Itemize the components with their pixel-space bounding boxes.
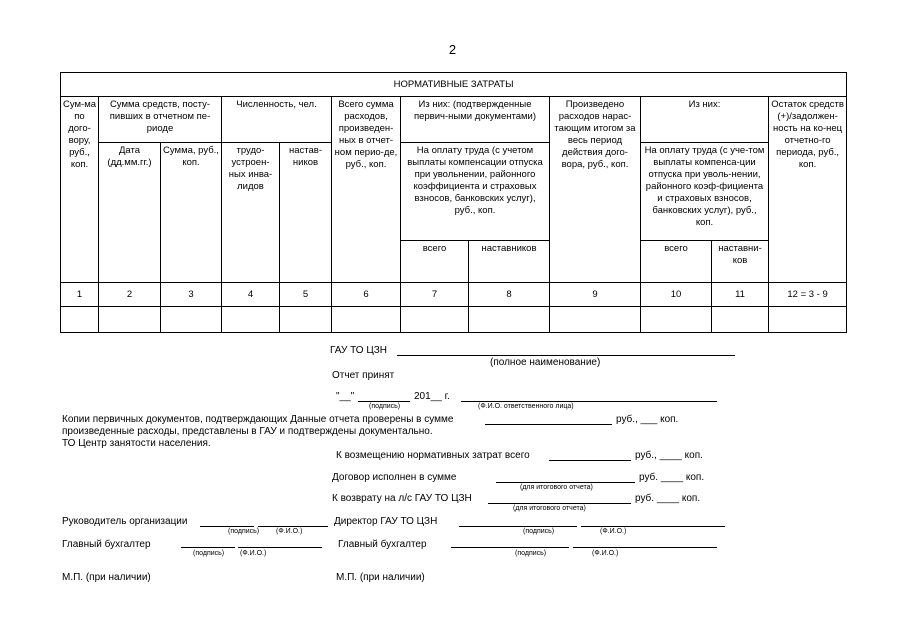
date-month-line[interactable] <box>358 401 410 402</box>
col-num: 3 <box>161 283 222 307</box>
header-payroll: На оплату труда (с уче-том выплаты компенса-ции отпуска при уволь-нении, районного коэф-фициента и страховых взносов, банковских услуг), руб., коп. <box>641 143 769 241</box>
chief-acc-left-signature-hint: (подпись) <box>193 550 225 557</box>
header-of-which-confirmed: Из них: (подтвержденные первич-ными документами) <box>401 97 550 143</box>
copies-text-line2: произведенные расходы, представлены в ГАУ и подтверждены документально. <box>62 426 433 437</box>
gau-label: ГАУ ТО ЦЗН <box>330 345 387 356</box>
full-name-hint: (полное наименование) <box>490 357 601 368</box>
table-title: НОРМАТИВНЫЕ ЗАТРАТЫ <box>61 73 847 97</box>
normative-costs-table <box>60 72 847 333</box>
header-income-sum: Сумма, руб., коп. <box>161 143 222 283</box>
header-of-which: Из них: <box>641 97 769 143</box>
signature-fio-line[interactable] <box>461 401 717 402</box>
data-cell[interactable] <box>332 307 401 333</box>
rub-kop-4: руб. ____ коп. <box>635 493 701 504</box>
column-numbers-row <box>61 283 847 307</box>
org-head-fio-hint: (Ф.И.О.) <box>276 528 303 535</box>
header-income: Сумма средств, посту-пивших в отчетном пе-риоде <box>99 97 222 143</box>
table-data-row <box>61 307 847 333</box>
data-cell[interactable] <box>550 307 641 333</box>
director-fio-line[interactable] <box>581 526 725 527</box>
stamp-left: М.П. (при наличии) <box>62 572 151 583</box>
chief-acc-right-signature-hint: (подпись) <box>515 550 547 557</box>
data-cell[interactable] <box>99 307 161 333</box>
date-day: "__" <box>336 391 355 402</box>
reimburse-sum-line[interactable] <box>549 460 631 461</box>
data-cell[interactable] <box>161 307 222 333</box>
contract-sum-line[interactable] <box>496 482 635 483</box>
org-head-signature-hint: (подпись) <box>228 528 260 535</box>
header-contract-sum: Сум-ма по дого-вору, руб., коп. <box>61 97 99 283</box>
chief-acc-left-signature-line[interactable] <box>181 547 235 548</box>
fio-responsible-hint: (Ф.И.О. ответственного лица) <box>478 403 574 410</box>
chief-acc-right-fio-hint: (Ф.И.О.) <box>592 550 619 557</box>
director-fio-hint: (Ф.И.О.) <box>600 528 627 535</box>
header-total-expenses: Всего сумма расходов, произведен-ных в отчет-ном перио-де, руб., коп. <box>332 97 401 283</box>
org-head-signature-line[interactable] <box>200 526 254 527</box>
header-income-date: Дата (дд.мм.гг.) <box>99 143 161 283</box>
col-num: 8 <box>469 283 550 307</box>
col-num: 6 <box>332 283 401 307</box>
data-cell[interactable] <box>641 307 712 333</box>
gau-name-line[interactable] <box>397 355 735 356</box>
header-cumulative-expenses: Произведено расходов нарас-тающим итогом за весь период действия дого-вора, руб., коп. <box>550 97 641 283</box>
chief-acc-right-fio-line[interactable] <box>573 547 717 548</box>
director-signature-hint: (подпись) <box>523 528 555 535</box>
chief-accountant-label-right: Главный бухгалтер <box>338 539 427 550</box>
col-num: 11 <box>712 283 769 307</box>
col-num: 5 <box>280 283 332 307</box>
header-mentors-2: наставни-ков <box>712 241 769 283</box>
header-all-1: всего <box>401 241 469 283</box>
data-cell[interactable] <box>280 307 332 333</box>
header-all-2: всего <box>641 241 712 283</box>
col-num: 10 <box>641 283 712 307</box>
data-cell[interactable] <box>401 307 469 333</box>
director-label: Директор ГАУ ТО ЦЗН <box>334 516 438 527</box>
date-year: 201__ г. <box>414 391 450 402</box>
org-head-label: Руководитель организации <box>62 516 188 527</box>
rub-kop-1: руб., ___ коп. <box>616 414 679 425</box>
chief-acc-right-signature-line[interactable] <box>451 547 569 548</box>
col-num: 9 <box>550 283 641 307</box>
header-balance: Остаток средств (+)/задолжен-ность на ко-нец отчетно-го периода, руб., коп. <box>769 97 847 283</box>
chief-acc-left-fio-line[interactable] <box>238 547 322 548</box>
director-signature-line[interactable] <box>459 526 577 527</box>
total-report-hint-1: (для итогового отчета) <box>520 484 593 491</box>
col-num: 7 <box>401 283 469 307</box>
header-payroll-confirmed: На оплату труда (с учетом выплаты компенсации отпуска при увольнении, районного коэффициента и страховых взносов, банковских услуг), руб., коп. <box>401 143 550 241</box>
signature-hint: (подпись) <box>369 403 401 410</box>
copies-text-line1: Копии первичных документов, подтверждающих Данные отчета проверены в сумме <box>62 414 454 425</box>
rub-kop-2: руб., ____ коп. <box>635 450 703 461</box>
chief-accountant-label-left: Главный бухгалтер <box>62 539 151 550</box>
col-num: 4 <box>222 283 280 307</box>
report-accepted-label: Отчет принят <box>332 370 395 381</box>
contract-done-label: Договор исполнен в сумме <box>332 472 457 483</box>
col-num: 12 = 3 - 9 <box>769 283 847 307</box>
header-count-mentors: настав-ников <box>280 143 332 283</box>
data-cell[interactable] <box>469 307 550 333</box>
org-head-fio-line[interactable] <box>258 526 328 527</box>
stamp-right: М.П. (при наличии) <box>336 572 425 583</box>
col-num: 2 <box>99 283 161 307</box>
reimburse-label: К возмещению нормативных затрат всего <box>336 450 530 461</box>
tszn-center-text: ТО Центр занятости населения. <box>62 438 211 449</box>
refund-sum-line[interactable] <box>488 503 631 504</box>
rub-kop-3: руб. ____ коп. <box>639 472 705 483</box>
header-mentors-1: наставников <box>469 241 550 283</box>
header-count-disabled: трудо-устроен-ных инва-лидов <box>222 143 280 283</box>
verified-sum-line[interactable] <box>485 424 612 425</box>
header-headcount: Численность, чел. <box>222 97 332 143</box>
refund-label: К возврату на л/с ГАУ ТО ЦЗН <box>332 493 472 504</box>
data-cell[interactable] <box>61 307 99 333</box>
page-number: 2 <box>448 42 457 57</box>
data-cell[interactable] <box>769 307 847 333</box>
col-num: 1 <box>61 283 99 307</box>
total-report-hint-2: (для итогового отчета) <box>513 505 586 512</box>
data-cell[interactable] <box>712 307 769 333</box>
chief-acc-left-fio-hint: (Ф.И.О.) <box>240 550 267 557</box>
data-cell[interactable] <box>222 307 280 333</box>
